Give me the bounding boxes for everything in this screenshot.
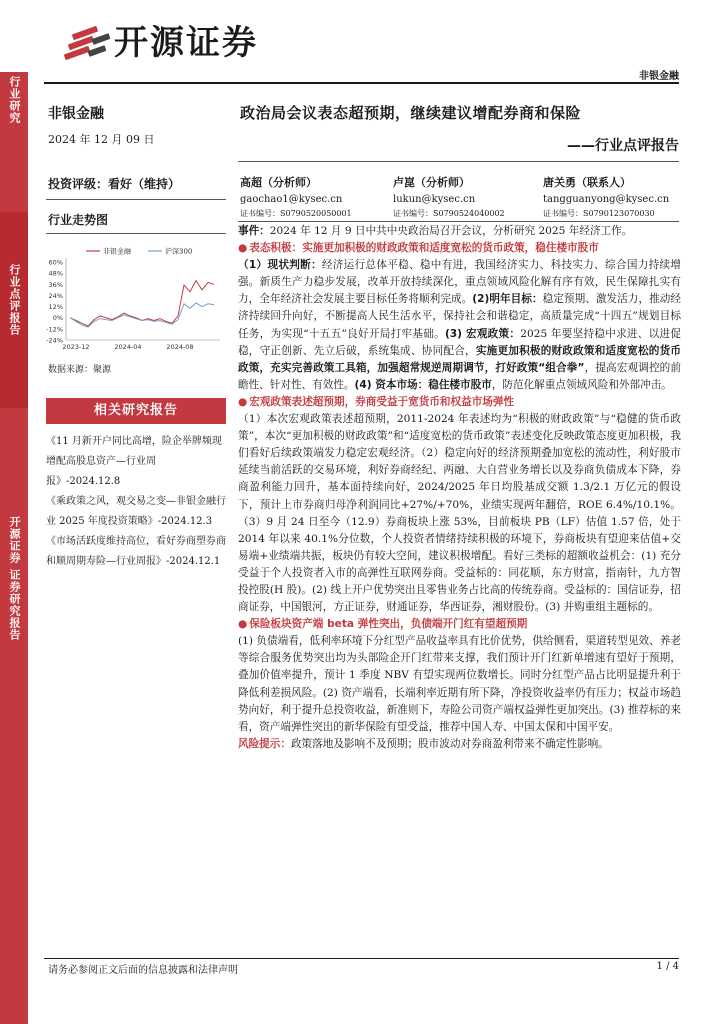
x-tick-label: 2024-08	[166, 343, 194, 351]
y-tick-label: 0%	[52, 314, 63, 323]
divider	[238, 221, 679, 222]
divider	[46, 233, 226, 234]
section-paragraph: （1）本次宏观政策表述超预期，2011-2024 年表述均为“积极的财政政策”与“稳健的货币政策”，本次“更加积极的财政政策”和“适度宽松的货币政策”表述变化反映政策态度更加积极，我们看好后续政策端发力稳定宏观经济。（2）稳定向好的经济预期叠加宽松的流动性，利好股市延续当前活跃的交易环境，利好券商经纪、两融、大自营业务增长以及券商负债成本下降，券商盈利能力回升，基本面持续向好，2024/2025 年日均股基成交额 1.3/2.1 万亿元的假设下，预计上市券商归母净利润同比+27%/+70%，业绩实现两年翻倍，ROE 6.4%/10.1%。（3）9 月 24 日至今（12.9）券商板块上涨 53%，目前板块 PB（LF）估值 1.57 倍，处于 2014 年以来 40.1%分位数，个人投资者情绪持续积极的环境下，券商板块有望迎来估值+交易端+业绩端共振，板块仍有较大空间，建议积极增配。看好三类标的超额收益机会：(1) 充分受益于个人投资者入市的高弹性互联网券商。受益标的：同花顺，东方财富，指南针，九方智投控股(H 股)。(2) 线上开户优势突出且零售业务占比高的传统券商。受益标的：国信证券，招商证券，中国银河，方正证券，财通证券，华西证券，湘财股份。(3) 并购重组主题标的。	[238, 413, 681, 614]
analyst-card	[240, 174, 352, 219]
section-heading: ● 宏观政策表述超预期，券商受益于宽货币和权益市场弹性	[238, 394, 681, 411]
divider	[238, 161, 679, 162]
analyst-cert: 证书编号：S0790520050001	[240, 209, 352, 218]
analyst-cert: 证书编号：S0790123070030	[543, 209, 655, 218]
related-reports-title: 相关研究报告	[46, 398, 226, 424]
x-tick-label: 2024-04	[114, 343, 142, 351]
analyst-card	[393, 174, 505, 219]
section-heading: ● 表态积极：实施更加积极的财政政策和适度宽松的货币政策，稳住楼市股市	[238, 240, 681, 257]
y-tick-label: 60%	[48, 258, 63, 267]
related-reports-list	[46, 432, 226, 572]
report-body	[238, 223, 681, 753]
logo-mark-icon	[64, 26, 111, 61]
legend-label: 沪深300	[165, 247, 193, 256]
report-subtitle: ——行业点评报告	[567, 138, 679, 154]
analyst-email[interactable]: gaochao1@kysec.cn	[240, 194, 343, 205]
side-strip-middle: 行业点评报告	[0, 212, 28, 408]
series-line	[70, 303, 214, 327]
analyst-cert: 证书编号：S0790524040002	[393, 209, 505, 218]
report-date: 2024 年 12 月 09 日	[48, 133, 155, 146]
analyst-email[interactable]: tangguanyong@kysec.cn	[543, 194, 670, 205]
header-category: 非银金融	[639, 71, 679, 82]
section-paragraph: (1) 负债端看，低利率环境下分红型产品收益率具有比价优势，供给侧看，渠道转型见效、养老等综合服务优势突出均为头部险企开门红带来支撑，我们预计开门红新单增速有望好于预期，叠加价值率提升，预计 1 季度 NBV 有望实现两位数增长。同时分红型产品占比明显提升利于降低利差损风险。(2) 资产端看，长端利率近期有所下降，净投资收益率仍有压力；权益市场趋势向好，利于提升总投资收益，新准则下，寿险公司资产端权益弹性更加突出。(3) 推荐标的来看，资产端弹性突出的新华保险有望受益，推荐中国人寿、中国太保和中国平安。	[238, 635, 681, 733]
section-heading: ● 保险板块资产端 beta 弹性突出，负债端开门红有望超预期	[238, 616, 681, 633]
y-tick-label: -12%	[46, 325, 63, 334]
analyst-email[interactable]: lukun@kysec.cn	[393, 194, 476, 205]
logo-text: 开源证券	[114, 23, 258, 63]
related-report-item[interactable]: 《11 月新开户同比高增，险企举牌频现增配高股息资产—行业周报》-2024.12.8	[46, 436, 222, 487]
trend-chart-title: 行业走势图	[48, 213, 109, 227]
related-report-item[interactable]: 《乘政策之风，观交易之变—非银金融行业 2025 年度投资策略》-2024.12.3	[46, 496, 226, 527]
analyst-name: 高超（分析师）	[240, 176, 317, 189]
footer-disclaimer: 请务必参阅正文后面的信息披露和法律声明	[48, 965, 238, 976]
event-paragraph: 事件：2024 年 12 月 9 日中共中央政治局召开会议，分析研究 2025 年经济工作。	[238, 225, 633, 237]
x-tick-label: 2023-12	[62, 343, 90, 351]
risk-paragraph: 风险提示：政策落地及影响不及预期；股市波动对券商盈利带来不确定性影响。	[238, 737, 609, 750]
divider	[46, 199, 226, 200]
y-tick-label: -24%	[46, 336, 63, 345]
side-strip-top: 行业研究	[0, 72, 28, 212]
data-source: 数据来源：聚源	[48, 365, 112, 375]
y-tick-label: 24%	[48, 291, 63, 300]
analyst-name: 卢崑（分析师）	[393, 176, 470, 189]
legend-label: 非银金融	[103, 247, 131, 256]
report-title: 政治局会议表态超预期，继续建议增配券商和保险	[240, 104, 582, 122]
analyst-card	[543, 174, 669, 219]
investment-rating: 投资评级：看好（维持）	[48, 177, 181, 191]
analyst-name: 唐关勇（联系人）	[543, 176, 631, 189]
y-tick-label: 12%	[48, 303, 63, 312]
side-strip-bottom: 开源证券 证券研究报告	[0, 408, 28, 1024]
section-paragraph: （1）现状判断：经济运行总体平稳、稳中有进，我国经济实力、科技实力、综合国力持续增强。新质生产力稳步发展，改革开放持续深化，重点领域风险化解有序有效，民生保障扎实有力，全年经济社会发展主要目标任务将顺利完成。(2)明年目标：稳定预期、激发活力，推动经济持续回升向好，不断提高人民生活水平，保持社会和谐稳定，高质量完成“十四五”规划目标任务，为实现“十五五”良好开局打牢基础。(3) 宏观政策：2025 年要坚持稳中求进、以进促稳，守正创新、先立后破，系统集成、协同配合，实施更加积极的财政政策和适度宽松的货币政策，充实完善政策工具箱，加强超常规逆周期调节，打好政策“组合拳”，提高宏观调控的前瞻性、针对性、有效性。(4) 资本市场：稳住楼市股市，防范化解重点领域风险和外部冲击。	[238, 259, 682, 391]
header-divider	[44, 82, 679, 84]
trend-chart	[40, 240, 226, 358]
y-tick-label: 48%	[48, 269, 63, 278]
page-number: 1 / 4	[656, 961, 679, 972]
series-line	[70, 281, 214, 327]
sector-name: 非银金融	[48, 106, 104, 122]
related-report-item[interactable]: 《市场活跃度维持高位，看好券商塑券商和顺周期寿险—行业周报》-2024.12.1	[46, 536, 226, 567]
footer-divider	[44, 958, 679, 959]
y-tick-label: 36%	[48, 280, 63, 289]
